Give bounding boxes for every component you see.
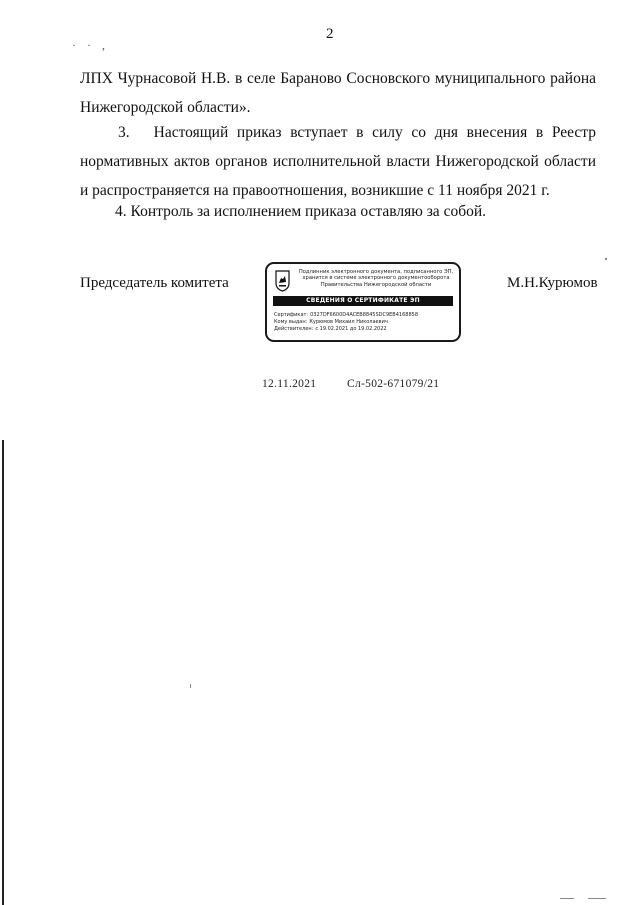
item-4-text: Контроль за исполнением приказа оставляю за собой. bbox=[130, 203, 487, 220]
issued-to-value: Курюмов Михаил Николаевич bbox=[309, 319, 388, 326]
certificate-label: Сертификат: bbox=[274, 312, 309, 318]
signer-name: М.Н.Курюмов bbox=[507, 275, 598, 291]
item-4-number: 4. bbox=[115, 203, 127, 220]
item-4 bbox=[80, 197, 596, 226]
scan-mark bbox=[560, 898, 574, 899]
issued-to-label: Кому выдан: bbox=[274, 319, 308, 326]
validity-row bbox=[274, 326, 454, 333]
scan-specks: · · , bbox=[72, 38, 109, 52]
stamp-details bbox=[274, 312, 454, 334]
item-3-number: 3. bbox=[118, 124, 130, 141]
signer-position: Председатель комитета bbox=[80, 275, 229, 291]
certificate-row bbox=[274, 312, 454, 319]
paragraph-1 bbox=[80, 64, 596, 122]
electronic-signature-stamp bbox=[265, 262, 461, 342]
paragraph-1-line-2: Нижегородской области». bbox=[80, 99, 251, 116]
scan-left-edge bbox=[2, 440, 4, 905]
item-3 bbox=[80, 118, 596, 205]
stamp-header: Подлинник электронного документа, подписанного ЭП, хранится в системе электронного документооборота Правительства Нижегородской области bbox=[298, 269, 454, 288]
footer-registration-number: Сл-502-671079/21 bbox=[347, 378, 440, 390]
validity-label: Действителен: bbox=[274, 326, 314, 333]
certificate-value: 0327DF6600D4ACEB8845SDC9EB4168858 bbox=[310, 312, 419, 318]
stamp-title: СВЕДЕНИЯ О СЕРТИФИКАТЕ ЭП bbox=[273, 296, 453, 306]
paragraph-1-line-1: ЛПХ Чурнасовой Н.В. в селе Бараново Сосновского муниципального района bbox=[80, 70, 596, 87]
footer-date: 12.11.2021 bbox=[262, 378, 317, 390]
scan-mark bbox=[605, 258, 607, 260]
item-3-text: Настоящий приказ вступает в силу со дня внесения в Реестр нормативных актов органов исполнительной власти Нижегородской области и распространяется на правоотношения, возникшие с 11 ноября 2021 г. bbox=[80, 124, 596, 199]
validity-value: с 19.02.2021 до 19.02.2022 bbox=[315, 326, 387, 333]
scan-mark bbox=[190, 684, 191, 688]
coat-of-arms-icon bbox=[275, 270, 290, 292]
scan-mark bbox=[588, 898, 606, 899]
page-number: 2 bbox=[326, 26, 334, 42]
